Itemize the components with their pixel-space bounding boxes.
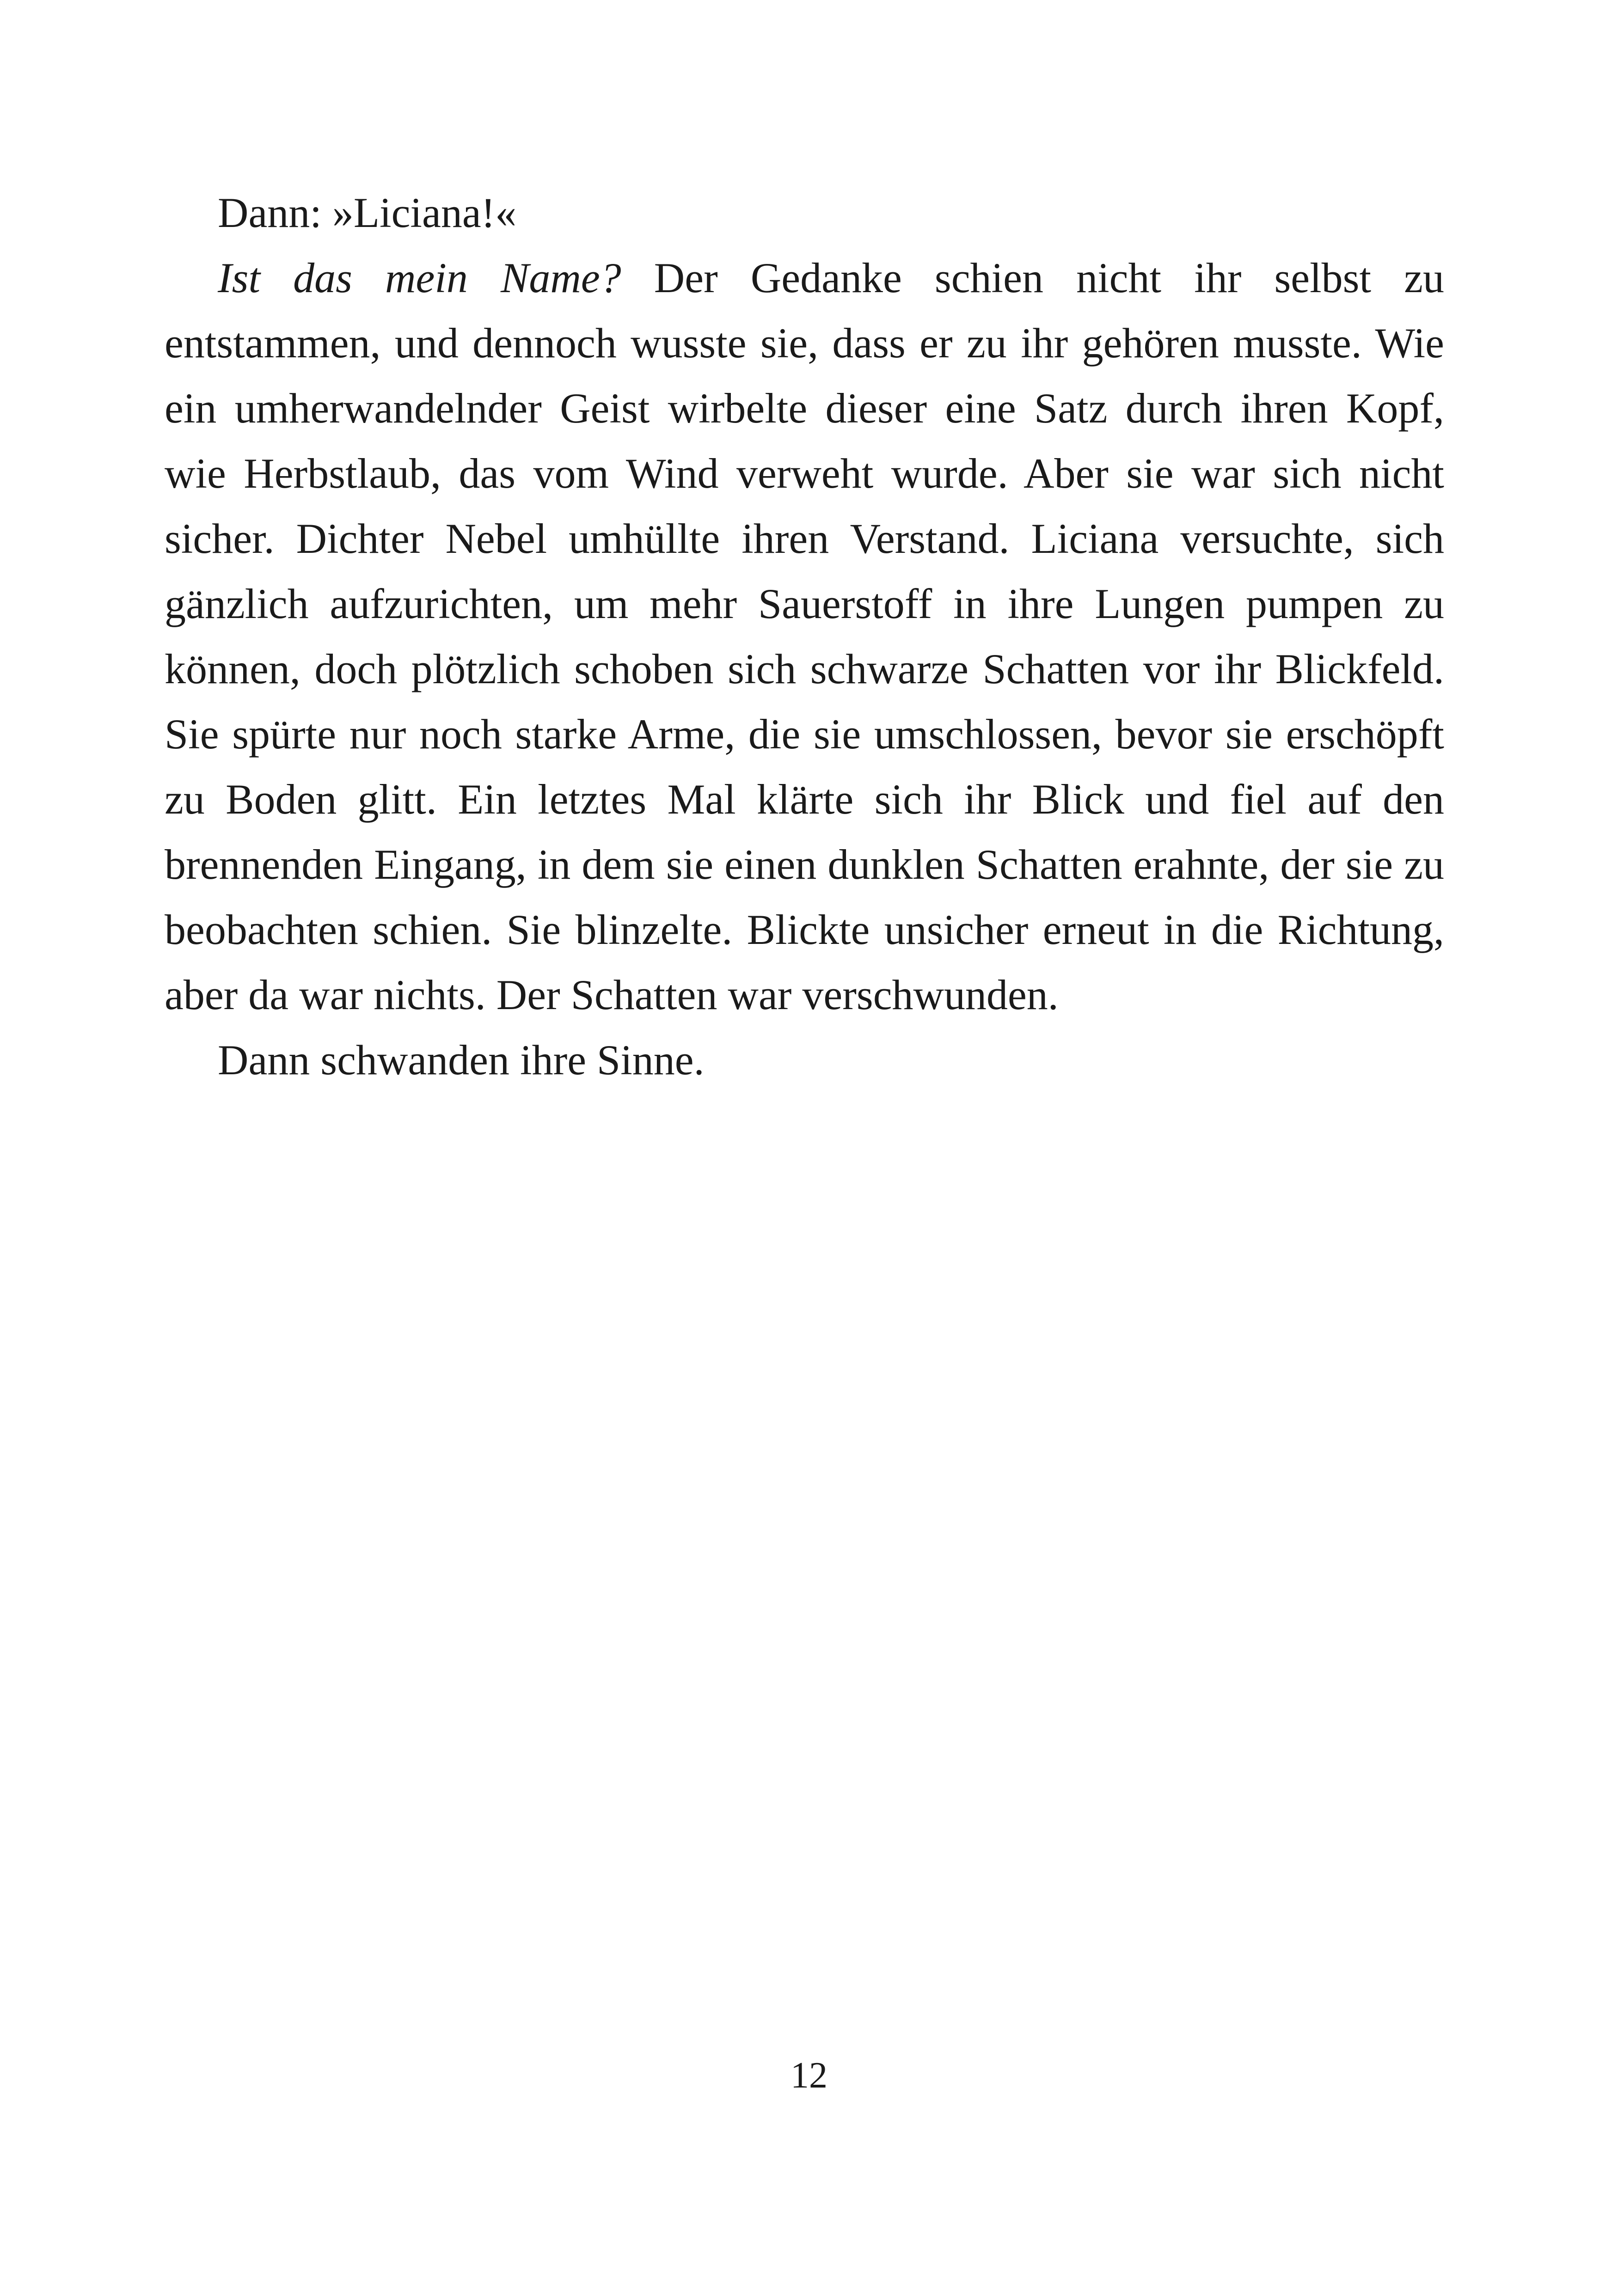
paragraph-text: Dann: »Liciana!« <box>218 189 517 236</box>
page-number: 12 <box>791 2055 827 2096</box>
italic-thought: Ist das mein Name? <box>218 254 621 301</box>
body-text <box>165 180 1444 1093</box>
paragraph-main <box>165 245 1444 1028</box>
paragraph-closing <box>165 1028 1444 1093</box>
paragraph-dialogue <box>165 180 1444 245</box>
paragraph-text: Dann schwanden ihre Sinne. <box>218 1036 705 1084</box>
paragraph-text: Der Gedanke schien nicht ihr selbst zu entstammen, und dennoch wusste sie, dass er zu ihr gehören musste. Wie ein umherwandelnder Geist wirbelte dieser eine Satz durch ihren Kopf, wie Herbstlaub, das vom Wind verweht wurde. Aber sie war sich nicht sicher. Dichter Nebel umhüllte ihren Verstand. Liciana versuchte, sich gänzlich aufzurichten, um mehr Sauerstoff in ihre Lungen pumpen zu können, doch plötzlich schoben sich schwarze Schatten vor ihr Blickfeld. Sie spürte nur noch starke Arme, die sie umschlossen, bevor sie erschöpft zu Boden glitt. Ein letztes Mal klärte sich ihr Blick und fiel auf den brennenden Eingang, in dem sie einen dunklen Schatten erahnte, der sie zu beobachten schien. Sie blinzelte. Blickte unsicher erneut in die Richtung, aber da war nichts. Der Schatten war verschwunden. <box>165 254 1444 1018</box>
